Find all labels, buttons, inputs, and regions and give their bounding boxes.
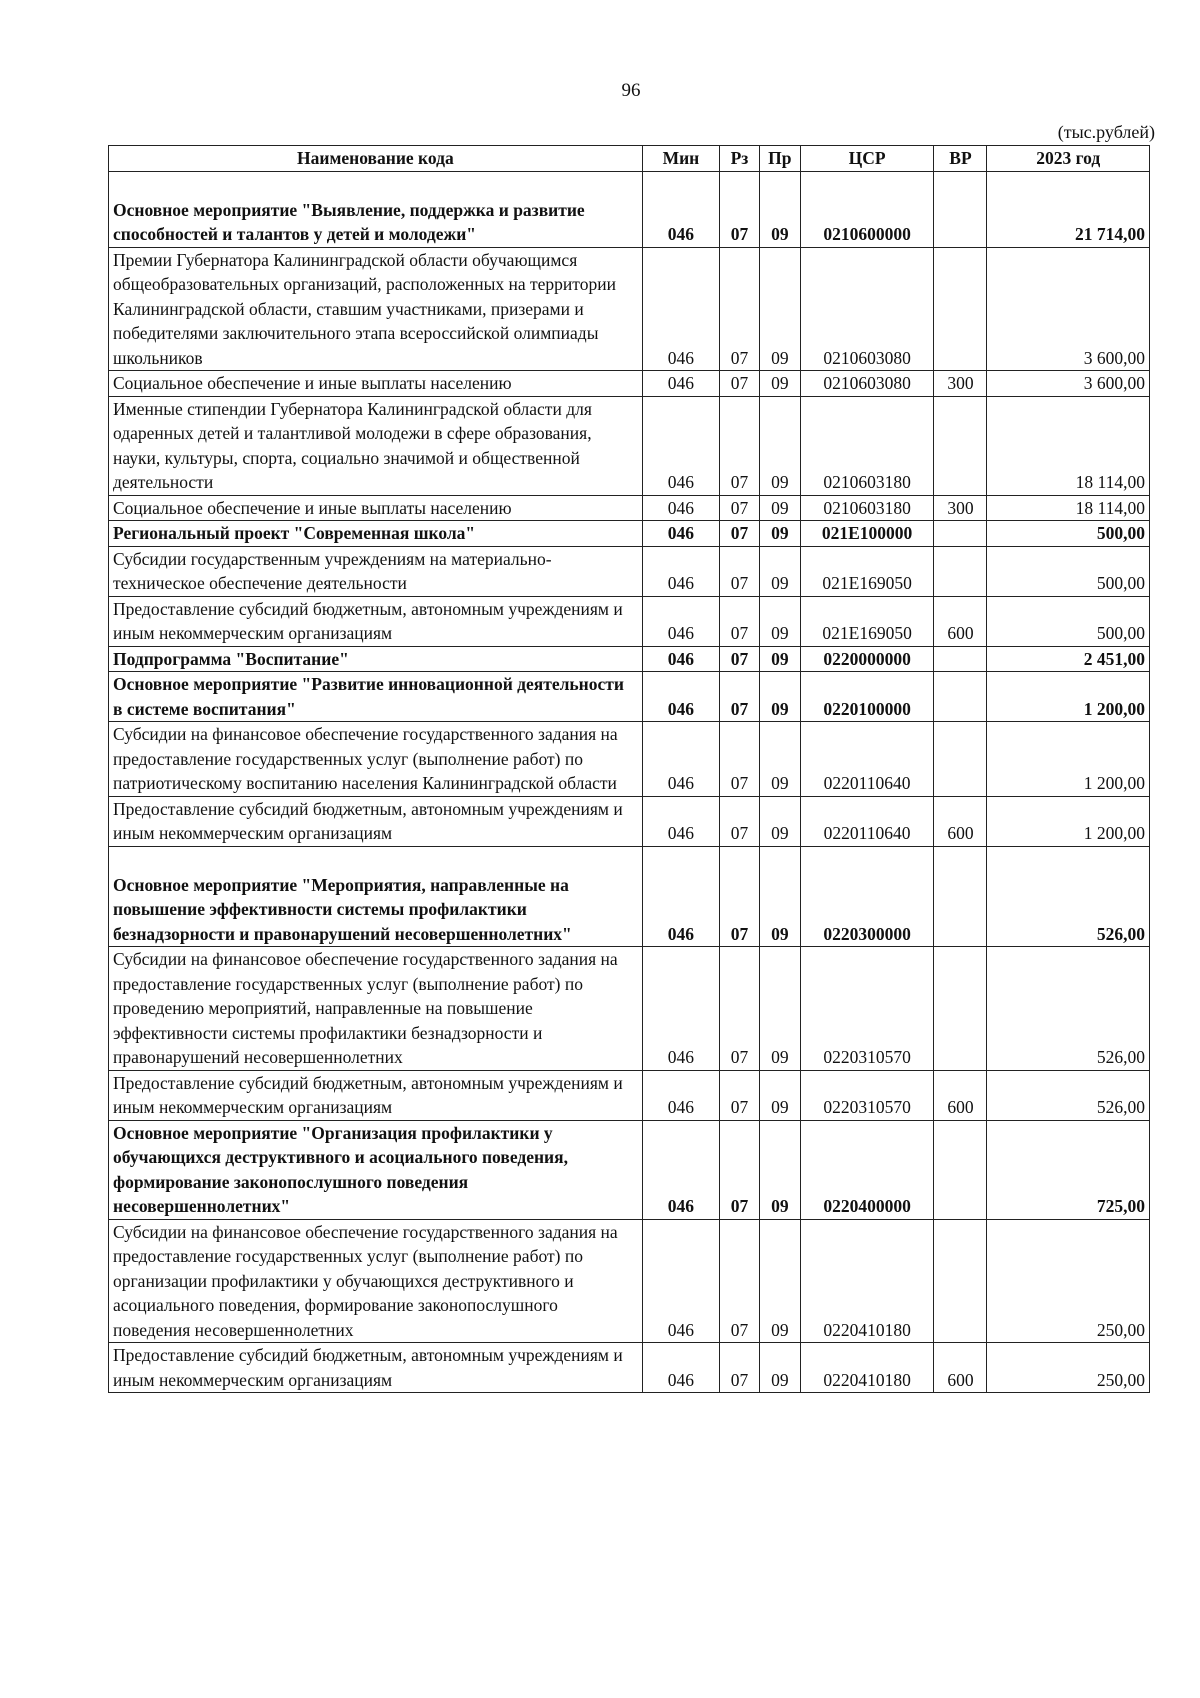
table-row — [109, 947, 1150, 1071]
cell-sum: 18 114,00 — [987, 396, 1150, 495]
cell-name: Основное мероприятие "Развитие инновационной деятельности в системе воспитания" — [109, 672, 643, 722]
cell-vr — [934, 672, 987, 722]
cell-name: Субсидии на финансовое обеспечение государственного задания на предоставление государственных услуг (выполнение работ) по проведению мероприятий, направленные на повышение эффективности системы профилактики безнадзорности и правонарушений несовершеннолетних — [109, 947, 643, 1071]
cell-sum: 1 200,00 — [987, 722, 1150, 797]
cell-sum: 526,00 — [987, 947, 1150, 1071]
cell-pr: 09 — [759, 495, 800, 521]
cell-csr: 0220410180 — [800, 1343, 934, 1393]
table-row — [109, 495, 1150, 521]
cell-sum: 3 600,00 — [987, 371, 1150, 397]
cell-vr — [934, 646, 987, 672]
cell-name: Региональный проект "Современная школа" — [109, 521, 643, 547]
cell-csr: 0220110640 — [800, 722, 934, 797]
cell-min: 046 — [642, 171, 719, 247]
cell-sum: 250,00 — [987, 1343, 1150, 1393]
cell-csr: 0220100000 — [800, 672, 934, 722]
cell-vr: 600 — [934, 1343, 987, 1393]
cell-rz: 07 — [720, 371, 760, 397]
table-row — [109, 1343, 1150, 1393]
cell-name: Предоставление субсидий бюджетным, автономным учреждениям и иным некоммерческим организациям — [109, 596, 643, 646]
cell-min: 046 — [642, 846, 719, 947]
cell-min: 046 — [642, 596, 719, 646]
cell-sum: 526,00 — [987, 1070, 1150, 1120]
header-pr: Пр — [759, 146, 800, 172]
cell-min: 046 — [642, 1343, 719, 1393]
cell-sum: 725,00 — [987, 1120, 1150, 1219]
cell-min: 046 — [642, 396, 719, 495]
cell-name: Предоставление субсидий бюджетным, автономным учреждениям и иным некоммерческим организациям — [109, 1343, 643, 1393]
cell-pr: 09 — [759, 846, 800, 947]
cell-pr: 09 — [759, 796, 800, 846]
cell-min: 046 — [642, 546, 719, 596]
cell-csr: 0210603080 — [800, 371, 934, 397]
cell-pr: 09 — [759, 722, 800, 797]
cell-name: Социальное обеспечение и иные выплаты населению — [109, 495, 643, 521]
cell-sum: 2 451,00 — [987, 646, 1150, 672]
cell-name: Основное мероприятие "Выявление, поддержка и развитие способностей и талантов у детей и молодежи" — [109, 171, 643, 247]
cell-pr: 09 — [759, 1219, 800, 1343]
page-number: 96 — [621, 80, 641, 101]
cell-min: 046 — [642, 371, 719, 397]
cell-pr: 09 — [759, 371, 800, 397]
cell-vr — [934, 947, 987, 1071]
cell-rz: 07 — [720, 722, 760, 797]
cell-csr: 0220300000 — [800, 846, 934, 947]
header-min: Мин — [642, 146, 719, 172]
cell-vr — [934, 722, 987, 797]
cell-min: 046 — [642, 947, 719, 1071]
cell-sum: 250,00 — [987, 1219, 1150, 1343]
cell-vr — [934, 521, 987, 547]
cell-csr: 0220000000 — [800, 646, 934, 672]
cell-rz: 07 — [720, 796, 760, 846]
table-row — [109, 1070, 1150, 1120]
cell-rz: 07 — [720, 1219, 760, 1343]
table-row — [109, 672, 1150, 722]
cell-rz: 07 — [720, 247, 760, 371]
cell-csr: 021E100000 — [800, 521, 934, 547]
cell-sum: 500,00 — [987, 521, 1150, 547]
cell-vr — [934, 846, 987, 947]
cell-vr: 300 — [934, 495, 987, 521]
cell-min: 046 — [642, 1070, 719, 1120]
cell-vr — [934, 171, 987, 247]
cell-min: 046 — [642, 521, 719, 547]
table-row — [109, 1219, 1150, 1343]
cell-name: Предоставление субсидий бюджетным, автономным учреждениям и иным некоммерческим организациям — [109, 796, 643, 846]
cell-rz: 07 — [720, 1343, 760, 1393]
cell-pr: 09 — [759, 672, 800, 722]
cell-rz: 07 — [720, 672, 760, 722]
cell-pr: 09 — [759, 1120, 800, 1219]
cell-rz: 07 — [720, 646, 760, 672]
cell-csr: 0220410180 — [800, 1219, 934, 1343]
cell-pr: 09 — [759, 1070, 800, 1120]
table-row — [109, 247, 1150, 371]
cell-rz: 07 — [720, 846, 760, 947]
cell-min: 046 — [642, 247, 719, 371]
cell-rz: 07 — [720, 171, 760, 247]
header-vr: ВР — [934, 146, 987, 172]
cell-rz: 07 — [720, 546, 760, 596]
cell-csr: 0220110640 — [800, 796, 934, 846]
cell-pr: 09 — [759, 247, 800, 371]
units-label: (тыс.рублей) — [1057, 122, 1155, 142]
cell-vr: 600 — [934, 796, 987, 846]
cell-vr — [934, 1219, 987, 1343]
cell-sum: 21 714,00 — [987, 171, 1150, 247]
cell-csr: 0220310570 — [800, 947, 934, 1071]
cell-sum: 1 200,00 — [987, 672, 1150, 722]
table-row — [109, 371, 1150, 397]
cell-name: Премии Губернатора Калининградской области обучающимся общеобразовательных организаций, расположенных на территории Калининградской области, ставшим участниками, призерами и победителями заключительного этапа всероссийской олимпиады школьников — [109, 247, 643, 371]
cell-sum: 500,00 — [987, 546, 1150, 596]
budget-table — [108, 145, 1150, 1393]
cell-pr: 09 — [759, 1343, 800, 1393]
cell-min: 046 — [642, 646, 719, 672]
cell-pr: 09 — [759, 596, 800, 646]
cell-vr — [934, 1120, 987, 1219]
cell-min: 046 — [642, 1219, 719, 1343]
cell-sum: 526,00 — [987, 846, 1150, 947]
cell-pr: 09 — [759, 171, 800, 247]
table-row — [109, 171, 1150, 247]
table-row — [109, 1120, 1150, 1219]
cell-pr: 09 — [759, 521, 800, 547]
cell-min: 046 — [642, 722, 719, 797]
header-rz: Рз — [720, 146, 760, 172]
cell-csr: 0220400000 — [800, 1120, 934, 1219]
cell-rz: 07 — [720, 396, 760, 495]
cell-rz: 07 — [720, 947, 760, 1071]
cell-name: Предоставление субсидий бюджетным, автономным учреждениям и иным некоммерческим организациям — [109, 1070, 643, 1120]
cell-vr: 600 — [934, 1070, 987, 1120]
cell-name: Субсидии на финансовое обеспечение государственного задания на предоставление государственных услуг (выполнение работ) по патриотическому воспитанию населения Калининградской области — [109, 722, 643, 797]
table-row — [109, 722, 1150, 797]
cell-vr: 300 — [934, 371, 987, 397]
table-row — [109, 646, 1150, 672]
cell-pr: 09 — [759, 947, 800, 1071]
cell-pr: 09 — [759, 546, 800, 596]
cell-rz: 07 — [720, 521, 760, 547]
header-csr: ЦСР — [800, 146, 934, 172]
cell-name: Основное мероприятие "Мероприятия, направленные на повышение эффективности системы профилактики безнадзорности и правонарушений несовершеннолетних" — [109, 846, 643, 947]
cell-pr: 09 — [759, 646, 800, 672]
table-row — [109, 796, 1150, 846]
table-row — [109, 596, 1150, 646]
cell-name: Субсидии на финансовое обеспечение государственного задания на предоставление государственных услуг (выполнение работ) по организации профилактики у обучающихся деструктивного и асоциального поведения, формирование законопослушного поведения несовершеннолетних — [109, 1219, 643, 1343]
cell-sum: 1 200,00 — [987, 796, 1150, 846]
cell-rz: 07 — [720, 596, 760, 646]
cell-sum: 3 600,00 — [987, 247, 1150, 371]
table-header-row — [109, 146, 1150, 172]
cell-name: Именные стипендии Губернатора Калининградской области для одаренных детей и талантливой молодежи в сфере образования, науки, культуры, спорта, социально значимой и общественной деятельности — [109, 396, 643, 495]
cell-name: Социальное обеспечение и иные выплаты населению — [109, 371, 643, 397]
cell-vr — [934, 396, 987, 495]
cell-name: Субсидии государственным учреждениям на материально-техническое обеспечение деятельности — [109, 546, 643, 596]
cell-sum: 18 114,00 — [987, 495, 1150, 521]
cell-csr: 021E169050 — [800, 596, 934, 646]
header-name: Наименование кода — [109, 146, 643, 172]
table-row — [109, 546, 1150, 596]
cell-csr: 021E169050 — [800, 546, 934, 596]
cell-csr: 0210600000 — [800, 171, 934, 247]
header-year: 2023 год — [987, 146, 1150, 172]
cell-vr — [934, 546, 987, 596]
cell-vr: 600 — [934, 596, 987, 646]
cell-name: Подпрограмма "Воспитание" — [109, 646, 643, 672]
cell-rz: 07 — [720, 1070, 760, 1120]
cell-vr — [934, 247, 987, 371]
table-row — [109, 396, 1150, 495]
cell-min: 046 — [642, 1120, 719, 1219]
cell-name: Основное мероприятие "Организация профилактики у обучающихся деструктивного и асоциального поведения, формирование законопослушного поведения несовершеннолетних" — [109, 1120, 643, 1219]
table-row — [109, 521, 1150, 547]
cell-sum: 500,00 — [987, 596, 1150, 646]
cell-csr: 0220310570 — [800, 1070, 934, 1120]
table-row — [109, 846, 1150, 947]
cell-rz: 07 — [720, 1120, 760, 1219]
cell-min: 046 — [642, 796, 719, 846]
cell-min: 046 — [642, 672, 719, 722]
cell-csr: 0210603180 — [800, 396, 934, 495]
cell-csr: 0210603080 — [800, 247, 934, 371]
cell-csr: 0210603180 — [800, 495, 934, 521]
cell-pr: 09 — [759, 396, 800, 495]
cell-min: 046 — [642, 495, 719, 521]
cell-rz: 07 — [720, 495, 760, 521]
